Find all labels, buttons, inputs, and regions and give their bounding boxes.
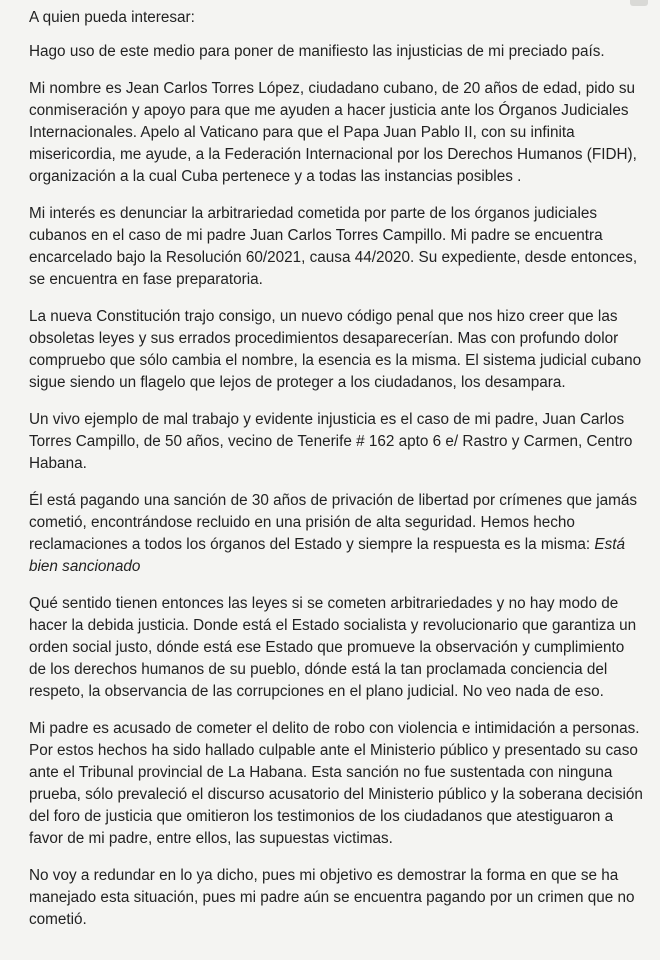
paragraph-sentence-quote: Está bien sancionado	[29, 536, 626, 575]
paragraph-questions: Qué sentido tienen entonces las leyes si se cometen arbitrariedades y no hay modo de hacer la debida justicia. Donde está el Estado socialista y revolucionario que garantiza un orden social justo, dónde está ese Estado que promueve la observación y cumplimiento de los derechos humanos de su pueblo, dónde está la tan proclamada conciencia del respeto, la observancia de las corrupciones en el plano judicial. No veo nada de eso.	[29, 595, 637, 700]
paragraph-sentence-text: Él está pagando una sanción de 30 años de privación de libertad por crímenes que jamás cometió, encontrándose recluido en una prisión de alta seguridad. Hemos hecho reclamaciones a todos los órganos del Estado y siempre la respuesta es la misma:	[29, 492, 638, 553]
top-edge-mark	[630, 0, 648, 6]
paragraph-example: Un vivo ejemplo de mal trabajo y evidente injusticia es el caso de mi padre, Juan Carlos Torres Campillo, de 50 años, vecino de Tenerife # 162 apto 6 e/ Rastro y Carmen, Centro Habana.	[29, 411, 633, 472]
letter-body	[29, 7, 644, 945]
letter-greeting: A quien pueda interesar:	[29, 9, 195, 26]
paragraph-closing: No voy a redundar en lo ya dicho, pues mi objetivo es demostrar la forma en que se ha manejado esta situación, pues mi padre aún se encuentra pagando por un crimen que no cometió.	[29, 867, 635, 928]
paragraph-sentence	[29, 490, 644, 578]
paragraph-constitution: La nueva Constitución trajo consigo, un nuevo código penal que nos hizo creer que las obsoletas leyes y sus errados procedimientos desaparecerían. Mas con profundo dolor compruebo que sólo cambia el nombre, la esencia es la misma. El sistema judicial cubano sigue siendo un flagelo que lejos de proteger a los ciudadanos, los desampara.	[29, 308, 642, 391]
paragraph-denouncement: Mi interés es denunciar la arbitrariedad cometida por parte de los órganos judiciales cubanos en el caso de mi padre Juan Carlos Torres Campillo. Mi padre se encuentra encarcelado bajo la Resolución 60/2021, causa 44/2020. Su expediente, desde entonces, se encuentra en fase preparatoria.	[29, 205, 638, 288]
paragraph-accusation: Mi padre es acusado de cometer el delito de robo con violencia e intimidación a personas. Por estos hechos ha sido hallado culpable ante el Ministerio público y presentado su caso ante el Tribunal provincial de La Habana. Esta sanción no fue sustentada con ninguna prueba, sólo prevaleció el discurso acusatorio del Ministerio público y la soberana decisión del foro de justicia que omitieron los testimonios de los ciudadanos que atestiguaron a favor de mi padre, entre ellos, las supuestas victimas.	[29, 720, 643, 847]
paragraph-identity: Mi nombre es Jean Carlos Torres López, ciudadano cubano, de 20 años de edad, pido su conmiseración y apoyo para que me ayuden a hacer justicia ante los Órganos Judiciales Internacionales. Apelo al Vaticano para que el Papa Juan Pablo II, con su infinita misericordia, me ayude, a la Federación Internacional por los Derechos Humanos (FIDH), organización a la cual Cuba pertenece y a todas las instancias posibles .	[29, 80, 637, 185]
paragraph-intro: Hago uso de este medio para poner de manifiesto las injusticias de mi preciado país.	[29, 43, 605, 60]
